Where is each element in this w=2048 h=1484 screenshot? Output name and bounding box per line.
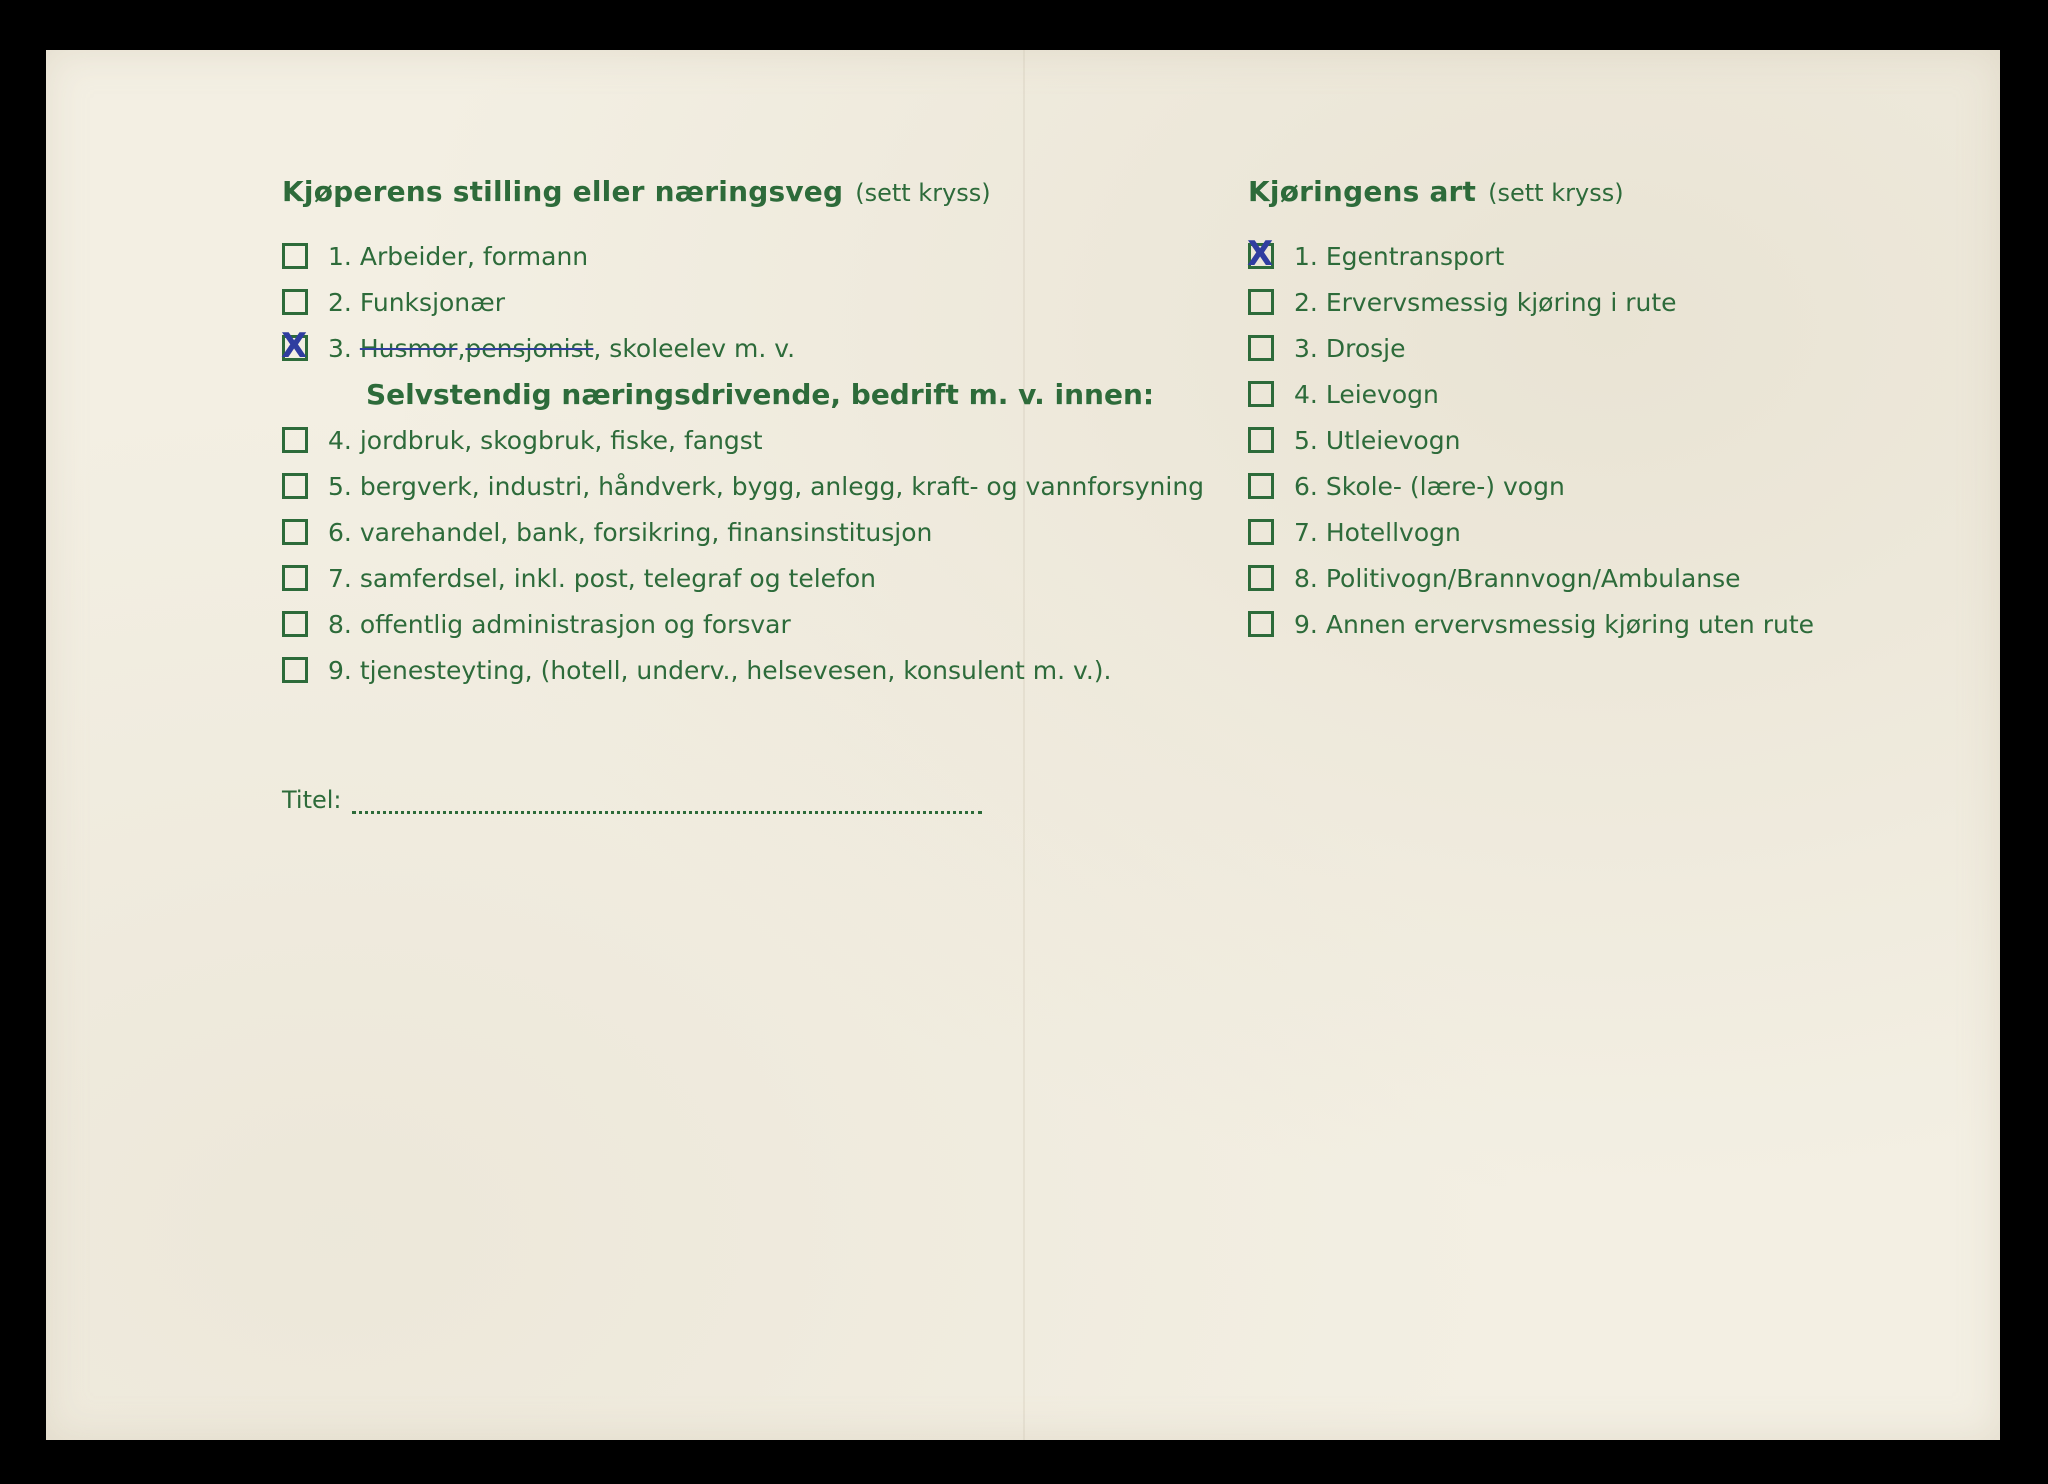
option-label: Politivogn/Brannvogn/Ambulanse xyxy=(1325,563,1741,593)
option-label: tjenesteyting, (hotell, underv., helsevesen, konsulent m. v.). xyxy=(359,655,1112,685)
occupation-option-9[interactable] xyxy=(282,647,1242,693)
checkbox[interactable] xyxy=(1248,519,1274,545)
checkbox[interactable] xyxy=(282,565,308,591)
checkbox[interactable] xyxy=(282,611,308,637)
option-number: 9. xyxy=(1294,609,1318,639)
option-label: samferdsel, inkl. post, telegraf og telefon xyxy=(359,563,876,593)
option-number: 3. xyxy=(328,333,352,363)
option-number: 6. xyxy=(1294,471,1318,501)
driving-type-section xyxy=(1248,175,1908,647)
option-label: Egentransport xyxy=(1325,241,1505,271)
driving-type-title: Kjøringens art xyxy=(1248,175,1477,208)
title-label: Titel: xyxy=(282,786,342,814)
option-label: Drosje xyxy=(1325,333,1406,363)
option-label: Ervervsmessig kjøring i rute xyxy=(1325,287,1677,317)
option-label: Skole- (lære-) vogn xyxy=(1325,471,1565,501)
option-label: offentlig administrasjon og forsvar xyxy=(359,609,791,639)
struck-label: pensjonist xyxy=(465,333,594,363)
option-number: 2. xyxy=(1294,287,1318,317)
option-label: varehandel, bank, forsikring, finansinstitusjon xyxy=(359,517,933,547)
option-number: 9. xyxy=(328,655,352,685)
driving-option-8[interactable] xyxy=(1248,555,1908,601)
option-label: jordbruk, skogbruk, fiske, fangst xyxy=(359,425,763,455)
option-separator: , xyxy=(457,333,466,363)
option-label: Funksjonær xyxy=(359,287,505,317)
option-number: 6. xyxy=(328,517,352,547)
checkbox[interactable] xyxy=(282,657,308,683)
option-label: Annen ervervsmessig kjøring uten rute xyxy=(1325,609,1815,639)
checkbox[interactable] xyxy=(282,427,308,453)
driving-option-9[interactable] xyxy=(1248,601,1908,647)
checkbox[interactable] xyxy=(1248,473,1274,499)
driving-option-7[interactable] xyxy=(1248,509,1908,555)
checkbox[interactable] xyxy=(282,473,308,499)
option-number: 7. xyxy=(1294,517,1318,547)
checkbox[interactable] xyxy=(1248,381,1274,407)
handwritten-check-mark: X xyxy=(281,326,308,366)
buyer-occupation-title: Kjøperens stilling eller næringsveg xyxy=(282,175,844,208)
checkbox[interactable] xyxy=(1248,427,1274,453)
option-number: 8. xyxy=(1294,563,1318,593)
title-dotted-line[interactable] xyxy=(352,789,982,814)
driving-option-4[interactable] xyxy=(1248,371,1908,417)
buyer-occupation-section xyxy=(282,175,1242,693)
option-label: Leievogn xyxy=(1325,379,1439,409)
option-label: bergverk, industri, håndverk, bygg, anlegg, kraft- og vannforsyning xyxy=(359,471,1205,501)
buyer-occupation-heading xyxy=(282,175,1242,225)
checkbox[interactable] xyxy=(282,289,308,315)
checkbox[interactable] xyxy=(1248,289,1274,315)
occupation-option-8[interactable] xyxy=(282,601,1242,647)
option-number: 4. xyxy=(328,425,352,455)
occupation-option-1[interactable] xyxy=(282,233,1242,279)
option-number: 2. xyxy=(328,287,352,317)
buyer-occupation-note: (sett kryss) xyxy=(855,179,991,207)
option-number: 1. xyxy=(1294,241,1318,271)
option-number: 5. xyxy=(328,471,352,501)
occupation-option-3[interactable] xyxy=(282,325,1242,371)
occupation-option-2[interactable] xyxy=(282,279,1242,325)
handwritten-check-mark: X xyxy=(1247,234,1274,274)
option-number: 3. xyxy=(1294,333,1318,363)
driving-option-3[interactable] xyxy=(1248,325,1908,371)
occupation-option-4[interactable] xyxy=(282,417,1242,463)
struck-label: Husmor xyxy=(359,333,458,363)
option-label: Hotellvogn xyxy=(1325,517,1461,547)
checkbox[interactable] xyxy=(282,519,308,545)
driving-option-2[interactable] xyxy=(1248,279,1908,325)
option-number: 4. xyxy=(1294,379,1318,409)
driving-option-5[interactable] xyxy=(1248,417,1908,463)
checkbox[interactable] xyxy=(1248,611,1274,637)
self-employed-subheading: Selvstendig næringsdrivende, bedrift m. v. innen: xyxy=(366,377,1155,411)
checkbox[interactable] xyxy=(282,243,308,269)
occupation-option-6[interactable] xyxy=(282,509,1242,555)
title-field[interactable] xyxy=(282,786,982,814)
occupation-option-5[interactable] xyxy=(282,463,1242,509)
option-number: 5. xyxy=(1294,425,1318,455)
occupation-option-7[interactable] xyxy=(282,555,1242,601)
option-number: 1. xyxy=(328,241,352,271)
checkbox-checked[interactable] xyxy=(281,326,308,366)
checkbox-checked[interactable] xyxy=(1247,234,1274,274)
checkbox[interactable] xyxy=(1248,335,1274,361)
checkbox[interactable] xyxy=(1248,565,1274,591)
option-label: , skoleelev m. v. xyxy=(593,333,796,363)
option-label: Arbeider, formann xyxy=(359,241,589,271)
option-label: Utleievogn xyxy=(1325,425,1461,455)
driving-type-note: (sett kryss) xyxy=(1488,179,1624,207)
driving-option-6[interactable] xyxy=(1248,463,1908,509)
driving-type-heading xyxy=(1248,175,1908,225)
option-number: 7. xyxy=(328,563,352,593)
option-number: 8. xyxy=(328,609,352,639)
driving-option-1[interactable] xyxy=(1248,233,1908,279)
